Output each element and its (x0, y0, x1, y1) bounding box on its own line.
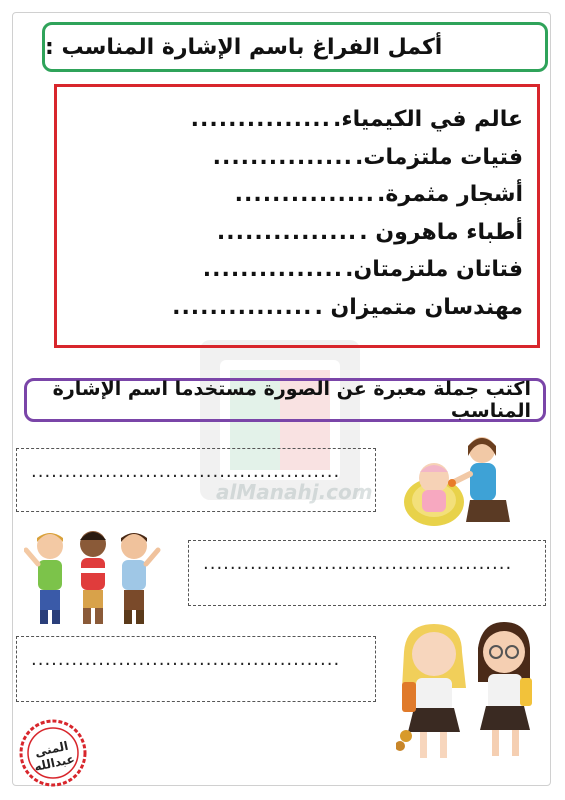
exercise-item (71, 289, 523, 327)
mother-feeding-baby-illustration (398, 430, 516, 530)
exercise-text: فتاتان ملتزمتان. (345, 257, 523, 283)
answer-box-1[interactable]: .............................................. (16, 448, 376, 512)
exercise-item (71, 101, 523, 139)
watermark-text: alManahj.com (216, 480, 373, 504)
instruction-write-sentence: اكتب جملة معبرة عن الصورة مستخدما اسم الإشارة المناسب (24, 378, 546, 422)
exercise-blank[interactable]: ............... (190, 107, 332, 133)
exercise-blank[interactable]: ............... (216, 219, 358, 245)
exercise-item (71, 176, 523, 214)
exercise-text: فتيات ملتزمات. (354, 144, 523, 170)
exercise-item (71, 214, 523, 252)
stamp-text: المنى عبدالله (33, 738, 76, 774)
exercise-blank[interactable]: ............... (212, 144, 353, 170)
exercise-blank[interactable]: ............... (234, 182, 375, 208)
three-boys-illustration (24, 524, 162, 628)
exercise-item (71, 139, 523, 177)
exercise-text: أشجار مثمرة. (377, 182, 523, 208)
exercise-blank[interactable]: ............... (172, 294, 313, 320)
exercise-item (71, 251, 523, 289)
answer-box-3[interactable]: .............................................. (16, 636, 376, 702)
exercise-box (54, 84, 540, 348)
exercise-list (71, 101, 523, 326)
exercise-text: مهندسان متميزان . (314, 294, 523, 320)
answer-box-2[interactable]: .............................................. (188, 540, 546, 606)
exercise-text: أطباء ماهرون . (359, 219, 523, 245)
exercise-text: عالم في الكيمياء. (333, 107, 523, 133)
instruction-fill-blank: أكمل الفراغ باسم الإشارة المناسب : (42, 22, 548, 72)
exercise-blank[interactable]: ............... (202, 257, 344, 283)
two-girls-illustration (396, 618, 540, 766)
